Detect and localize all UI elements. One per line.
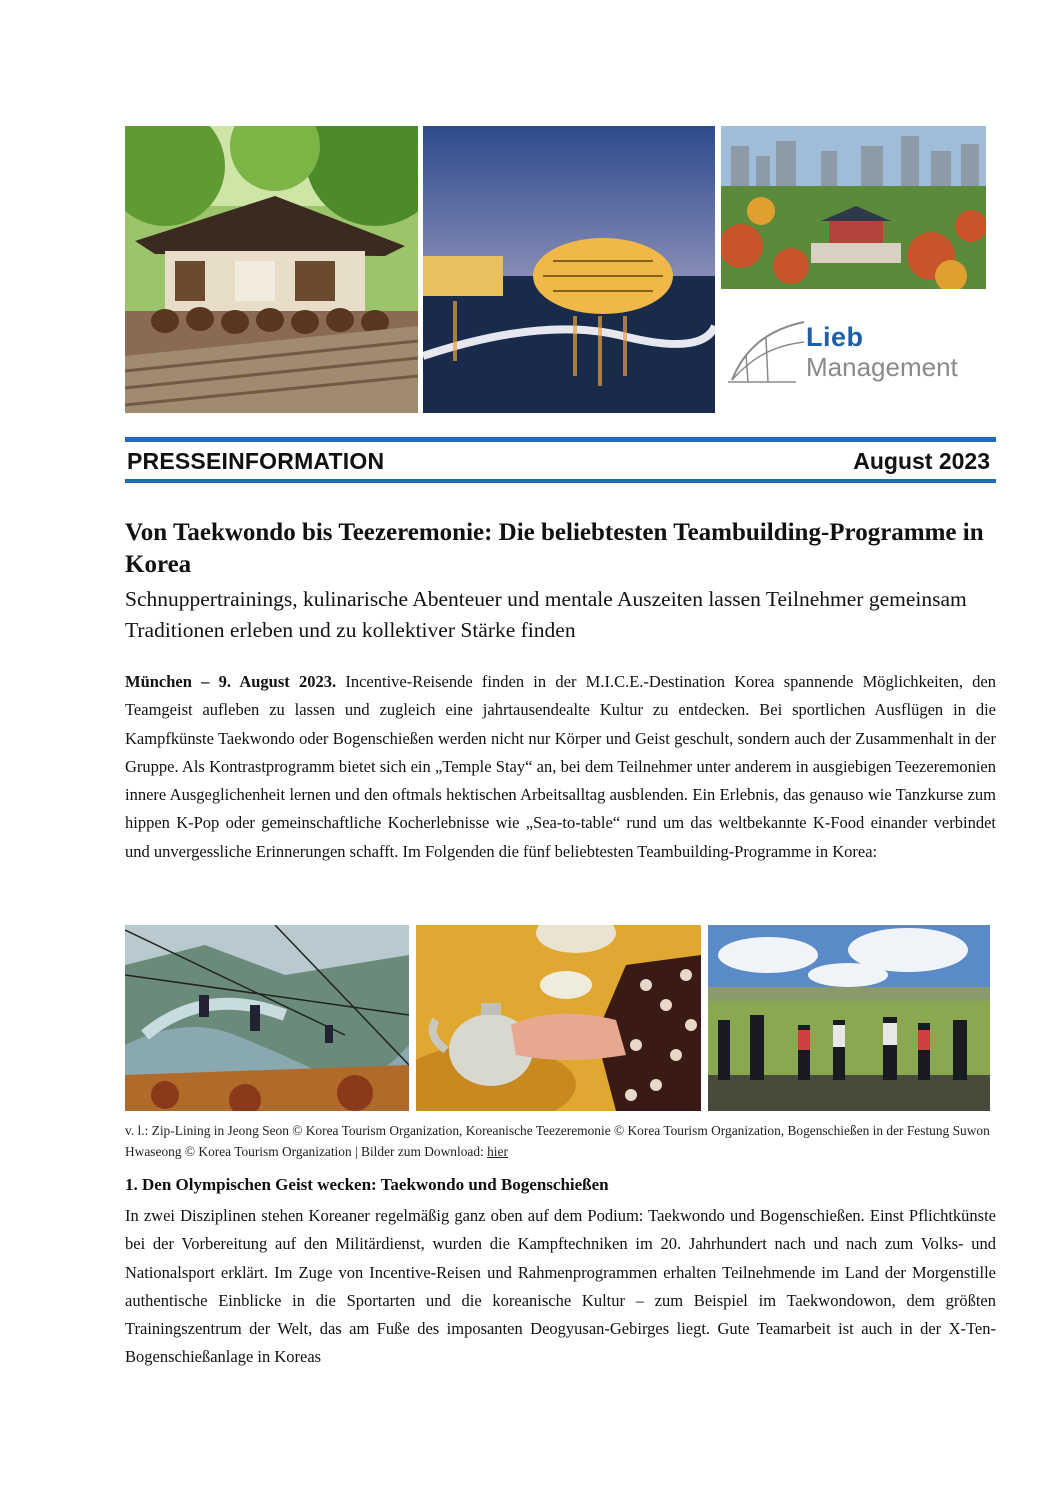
headline: Von Taekwondo bis Teezeremonie: Die beliebtesten Teambuilding-Programme in Korea [125,519,984,578]
photo-hanok-house [125,126,418,413]
dateline: München – 9. August 2023. [125,672,337,691]
caption-text: v. l.: Zip-Lining in Jeong Seon © Korea Tourism Organization, Koreanische Teezeremonie © Korea Tourism Organization, Bogenschießen in der Festung Suwon Hwaseong © Korea Tourism Organization | Bilder zum Download: [125,1123,990,1159]
download-link[interactable]: hier [487,1144,508,1159]
photo-zip-lining [125,925,409,1111]
lieb-management-logo [726,312,988,392]
logo-mark-icon [726,312,806,392]
logo-line-1: Lieb [806,322,864,352]
photo-archery [708,925,990,1111]
logo-line-2: Management [806,352,958,382]
section-1-text: In zwei Disziplinen stehen Koreaner regelmäßig ganz oben auf dem Podium: Taekwondo und Bogenschießen. Einst Pflichtkünste bei der Vorbereitung auf den Militärdienst, wurden die Kampftechniken im 20. Jahrhundert nach und nach zum Volks- und Nationalsport erklärt. Im Zuge von Incentive-Reisen und Rahmenprogrammen erhalten Teilnehmende im Land der Morgenstille authentische Einblicke in die Sportarten und die koreanische Kultur – zum Beispiel im Taekwondowon, dem größten Trainingszentrum der Welt, das am Fuße des imposanten Deogyusan-Gebirges liegt. Gute Teamarbeit ist auch in der X-Ten-Bogenschießanlage in Koreas [125,1206,996,1367]
photo-tea-ceremony [416,925,701,1111]
image-caption [125,1120,996,1162]
press-info-label: PRESSEINFORMATION [127,448,385,474]
intro-text: Incentive-Reisende finden in der M.I.C.E.-Destination Korea spannende Möglichkeiten, den Teamgeist aufleben zu lassen und zugleich eine jahrtausendealte Kultur zu entdecken. Bei sportlichen Ausflügen in die Kampfkünste Taekwondo oder Bogenschießen werden nicht nur Körper und Geist geschult, sondern auch der Zusammenhalt in der Gruppe. Als Kontrastprogramm bietet sich ein „Temple Stay“ an, bei dem Teilnehmer unter anderem in ausgiebigen Teezeremonien innere Ausgeglichenheit lernen und den oftmals hektischen Arbeitsalltag ausblenden. Ein Erlebnis, das genauso wie Tanzkurse zum hippen K-Pop oder gemeinschaftliche Kocherlebnisse wie „Sea-to-table“ rund um das weltbekannte K-Food einander verbindet und unvergessliche Erinnerungen schafft. Im Folgenden die fünf beliebtesten Teambuilding-Programme in Korea: [125,672,997,861]
subheadline: Schnuppertrainings, kulinarische Abenteuer und mentale Auszeiten lassen Teilnehmer gemeinsam Traditionen erleben und zu kollektiver Stärke finden [125,587,967,642]
photo-night-waterfront [423,126,715,413]
intro-paragraph [125,668,996,866]
press-info-date: August 2023 [853,448,990,474]
header-rule-top [125,437,996,442]
section-1-heading: 1. Den Olympischen Geist wecken: Taekwondo und Bogenschießen [125,1175,609,1194]
header-rule-bottom [125,479,996,483]
photo-city-palace [721,126,986,289]
